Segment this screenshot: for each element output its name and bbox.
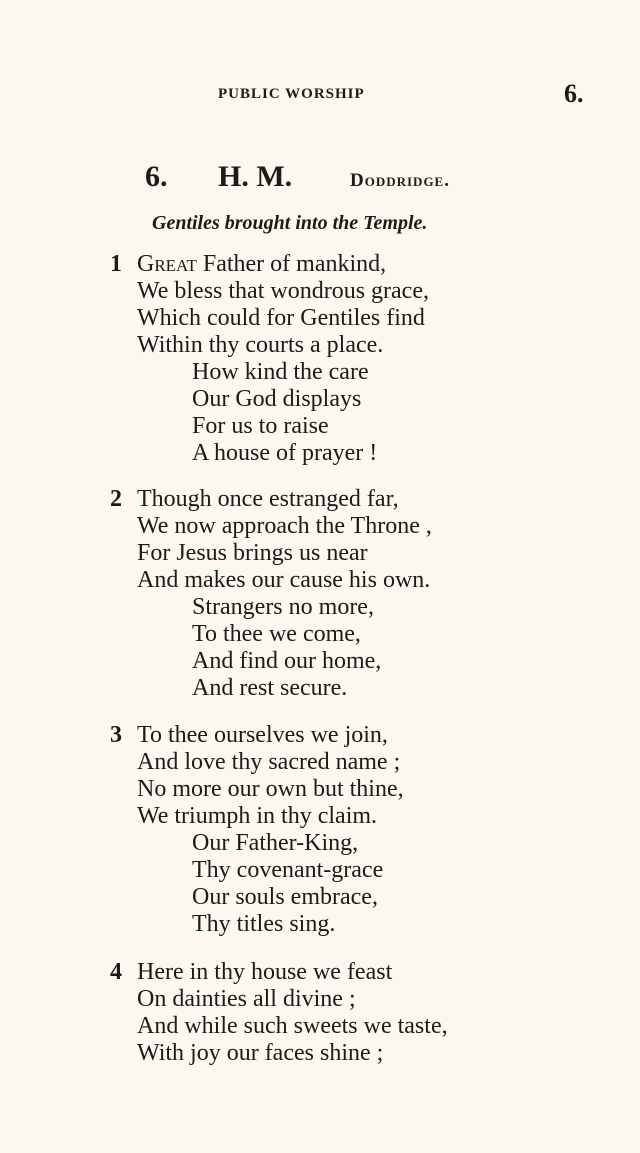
verse-line: We bless that wondrous grace, — [137, 278, 429, 304]
verse-line: A house of prayer ! — [192, 440, 378, 466]
verse-line: For Jesus brings us near — [137, 540, 368, 566]
verse-line: Great Father of mankind, — [137, 251, 387, 277]
page-number: 6. — [564, 79, 584, 108]
verse-line: And makes our cause his own. — [137, 567, 431, 593]
first-word: Great — [137, 251, 197, 277]
verse-line: To thee we come, — [192, 621, 361, 647]
verse-line: And find our home, — [192, 648, 382, 674]
verse-line: Though once estranged far, — [137, 486, 399, 512]
verse-line: Our Father-King, — [192, 830, 359, 856]
verse-line: How kind the care — [192, 359, 369, 385]
hymn-subtitle: Gentiles brought into the Temple. — [152, 212, 428, 234]
stanza-number: 4 — [110, 959, 122, 985]
verse-line: Thy titles sing. — [192, 911, 336, 937]
verse-line: Which could for Gentiles find — [137, 305, 425, 331]
verse-line: We triumph in thy claim. — [137, 803, 378, 829]
stanza-number: 1 — [110, 251, 122, 277]
verse-line: Here in thy house we feast — [137, 959, 393, 985]
stanza-number: 3 — [110, 722, 122, 748]
stanza-number: 2 — [110, 486, 122, 512]
running-head: PUBLIC WORSHIP — [218, 86, 365, 102]
verse-line: For us to raise — [192, 413, 329, 439]
verse-line: Our souls embrace, — [192, 884, 378, 910]
hymn-author: Doddridge. — [350, 170, 450, 191]
hymn-number: 6. — [145, 160, 168, 193]
verse-line: Strangers no more, — [192, 594, 374, 620]
verse-line: Thy covenant-grace — [192, 857, 384, 883]
hymn-header — [0, 160, 640, 200]
verse-line: And while such sweets we taste, — [137, 1013, 448, 1039]
verse-line: Our God displays — [192, 386, 362, 412]
verse-line: With joy our faces shine ; — [137, 1040, 384, 1066]
verse-line: And rest secure. — [192, 675, 348, 701]
verse-line: Within thy courts a place. — [137, 332, 384, 358]
hymn-meter: H. M. — [218, 160, 293, 193]
verse-line: We now approach the Throne , — [137, 513, 432, 539]
verse-line: On dainties all divine ; — [137, 986, 356, 1012]
verse-line: No more our own but thine, — [137, 776, 404, 802]
verse-line: To thee ourselves we join, — [137, 722, 388, 748]
verse-line: And love thy sacred name ; — [137, 749, 401, 775]
